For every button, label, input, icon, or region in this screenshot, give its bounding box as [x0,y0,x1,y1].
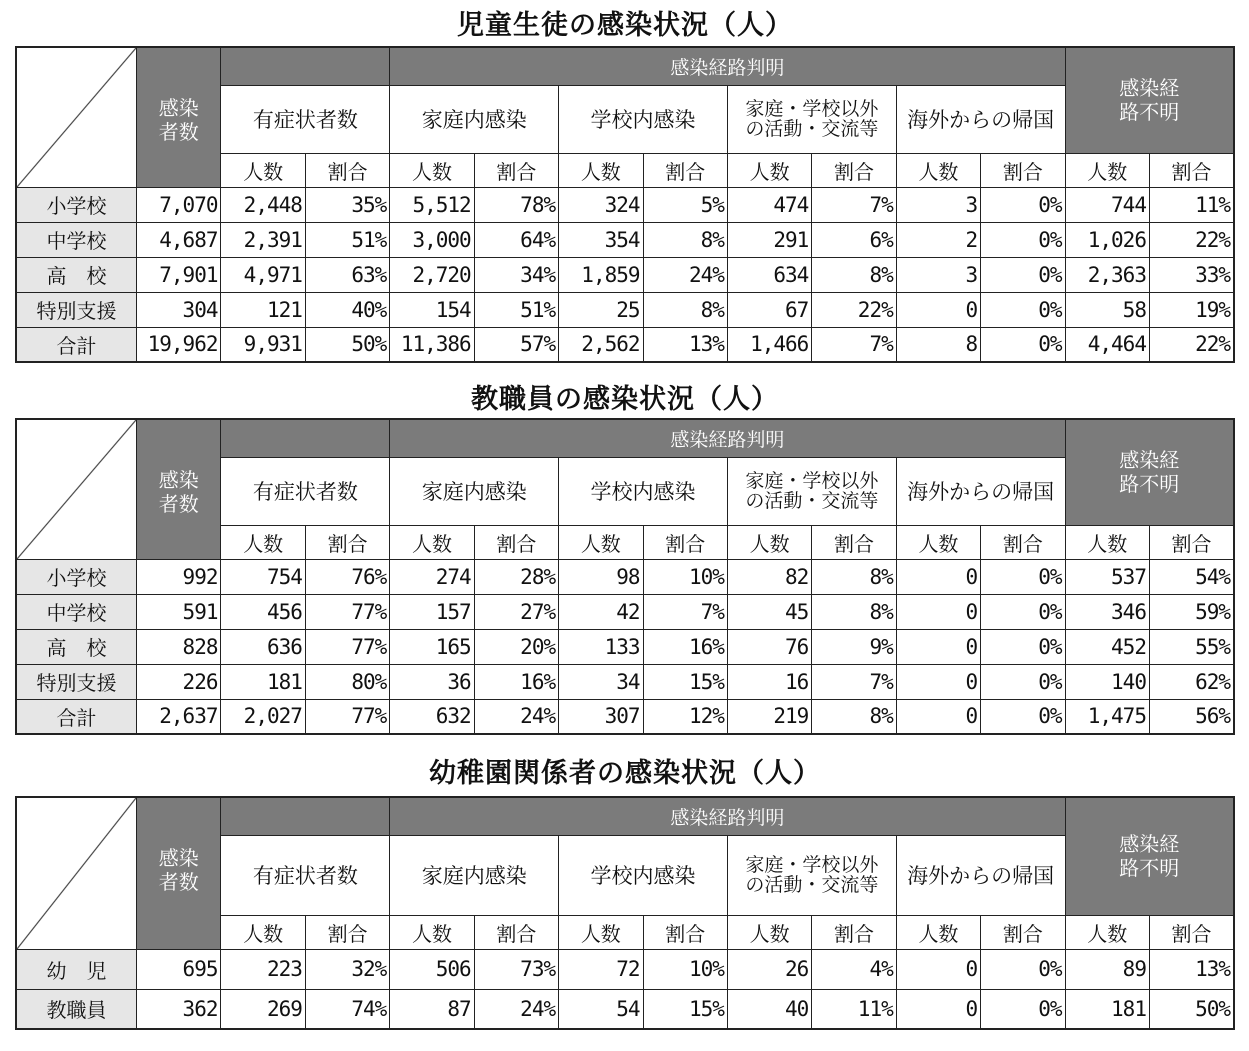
table-cell: 50% [1149,989,1234,1029]
route-unknown-header [1065,797,1234,915]
home-infection-header: 家庭内感染 [390,85,559,153]
sub-header-count: 人数 [559,525,643,559]
row-label: 高 校 [16,257,137,292]
corner-diagonal-cell [16,47,137,187]
table-row [16,949,1234,989]
table-cell: 0% [981,664,1065,699]
table-cell: 22% [812,292,896,327]
table-cell: 54 [559,989,643,1029]
row-label: 小学校 [16,187,137,222]
table-cell: 78% [474,187,558,222]
table-cell: 274 [390,559,474,594]
table-cell: 0% [981,594,1065,629]
activity-infection-label: 家庭・学校以外の活動・交流等 [745,98,879,140]
sub-header-count: 人数 [727,525,811,559]
table-cell: 77% [305,594,389,629]
corner-diagonal-cell [16,797,137,949]
table-cell: 45 [727,594,811,629]
table-cell: 2,391 [221,222,305,257]
table-cell: 0% [981,699,1065,734]
table-cell: 0 [896,292,980,327]
table-cell: 0 [896,989,980,1029]
table-cell: 87 [390,989,474,1029]
table-cell: 8% [812,257,896,292]
sub-header-ratio: 割合 [1149,915,1234,949]
sub-header-count: 人数 [1065,525,1149,559]
table-cell: 27% [474,594,558,629]
table-cell: 35% [305,187,389,222]
activity-infection-label: 家庭・学校以外の活動・交流等 [745,470,879,512]
sub-header-count: 人数 [896,525,980,559]
table-cell: 4,971 [221,257,305,292]
sub-header-count: 人数 [727,915,811,949]
table-cell: 3 [896,187,980,222]
table-cell: 121 [221,292,305,327]
sub-header-count: 人数 [390,525,474,559]
table-cell: 51% [305,222,389,257]
sub-header-ratio: 割合 [474,153,558,187]
kindergarten-table-body [16,797,1234,1029]
table-cell: 74% [305,989,389,1029]
table-cell: 19% [1149,292,1234,327]
table-cell: 1,026 [1065,222,1149,257]
table-cell: 34% [474,257,558,292]
table-cell: 362 [137,989,221,1029]
table-cell: 40% [305,292,389,327]
row-label: 高 校 [16,629,137,664]
table-cell: 12% [643,699,727,734]
table-cell: 304 [137,292,221,327]
table-cell: 634 [727,257,811,292]
table-cell: 4,464 [1065,327,1149,362]
table-cell: 98 [559,559,643,594]
table-cell: 4% [812,949,896,989]
infected-count-header [137,797,221,949]
overseas-return-header: 海外からの帰国 [896,457,1065,525]
route-unknown-label: 感染経路不明 [1119,448,1180,497]
table-cell: 72 [559,949,643,989]
table-cell: 77% [305,699,389,734]
symptomatic-header-top [221,797,390,835]
sub-header-ratio: 割合 [812,153,896,187]
kindergarten-section [15,750,1235,1030]
table-cell: 24% [474,989,558,1029]
table-cell: 67 [727,292,811,327]
kindergarten-infection-table [15,796,1235,1030]
table-cell: 452 [1065,629,1149,664]
sub-header-ratio: 割合 [643,915,727,949]
table-cell: 537 [1065,559,1149,594]
table-cell: 16% [643,629,727,664]
table-row [16,699,1234,734]
table-cell: 77% [305,629,389,664]
table-cell: 181 [221,664,305,699]
overseas-return-header: 海外からの帰国 [896,835,1065,915]
table-row [16,559,1234,594]
table-cell: 0% [981,559,1065,594]
table-row [16,989,1234,1029]
row-label: 中学校 [16,594,137,629]
students-table-body [16,47,1234,362]
sub-header-ratio: 割合 [643,525,727,559]
sub-header-ratio: 割合 [643,153,727,187]
school-infection-header: 学校内感染 [559,835,728,915]
table-cell: 8% [643,222,727,257]
table-cell: 34 [559,664,643,699]
infected-count-label: 感染者数 [158,96,199,144]
table-cell: 181 [1065,989,1149,1029]
route-known-header: 感染経路判明 [390,797,1065,835]
table-row [16,257,1234,292]
table-cell: 754 [221,559,305,594]
sub-header-count: 人数 [727,153,811,187]
table-cell: 36 [390,664,474,699]
table-cell: 7,070 [137,187,221,222]
table-cell: 28% [474,559,558,594]
table-cell: 1,475 [1065,699,1149,734]
sub-header-count: 人数 [221,915,305,949]
sub-header-count: 人数 [559,915,643,949]
row-label: 合計 [16,699,137,734]
table-cell: 4,687 [137,222,221,257]
table-cell: 19,962 [137,327,221,362]
table-cell: 8% [812,559,896,594]
table-cell: 26 [727,949,811,989]
students-infection-table [15,46,1235,363]
table-cell: 2,448 [221,187,305,222]
sub-header-ratio: 割合 [1149,525,1234,559]
table-cell: 2,720 [390,257,474,292]
table-cell: 2,562 [559,327,643,362]
table-cell: 0% [981,187,1065,222]
table-cell: 63% [305,257,389,292]
sub-header-count: 人数 [390,915,474,949]
table-row [16,292,1234,327]
table-cell: 354 [559,222,643,257]
table-cell: 15% [643,989,727,1029]
table-cell: 2,363 [1065,257,1149,292]
row-label: 特別支援 [16,664,137,699]
table-cell: 6% [812,222,896,257]
table-row [16,594,1234,629]
table-cell: 8% [812,699,896,734]
sub-header-ratio: 割合 [305,525,389,559]
table-cell: 22% [1149,327,1234,362]
table-cell: 64% [474,222,558,257]
table-cell: 40 [727,989,811,1029]
table-cell: 291 [727,222,811,257]
row-label: 教職員 [16,989,137,1029]
table-cell: 0% [981,949,1065,989]
table-row [16,629,1234,664]
route-unknown-label: 感染経路不明 [1119,832,1180,881]
row-label: 特別支援 [16,292,137,327]
table-cell: 33% [1149,257,1234,292]
table-cell: 11% [1149,187,1234,222]
table-cell: 226 [137,664,221,699]
sub-header-ratio: 割合 [812,525,896,559]
sub-header-count: 人数 [1065,915,1149,949]
table-cell: 2,027 [221,699,305,734]
symptomatic-header: 有症状者数 [221,457,390,525]
table-cell: 13% [643,327,727,362]
route-known-header: 感染経路判明 [390,419,1065,457]
sub-header-ratio: 割合 [474,915,558,949]
table-cell: 269 [221,989,305,1029]
table-cell: 24% [643,257,727,292]
symptomatic-header: 有症状者数 [221,835,390,915]
table-cell: 10% [643,559,727,594]
table-cell: 54% [1149,559,1234,594]
home-infection-header: 家庭内感染 [390,457,559,525]
table-cell: 10% [643,949,727,989]
table-cell: 62% [1149,664,1234,699]
table-cell: 506 [390,949,474,989]
table-cell: 7% [812,327,896,362]
table-cell: 9% [812,629,896,664]
table-cell: 55% [1149,629,1234,664]
table-row [16,222,1234,257]
table-cell: 456 [221,594,305,629]
table-cell: 0 [896,629,980,664]
table-cell: 8% [643,292,727,327]
table-cell: 133 [559,629,643,664]
table-cell: 1,859 [559,257,643,292]
table-row [16,664,1234,699]
table-cell: 32% [305,949,389,989]
table-cell: 16 [727,664,811,699]
table-cell: 154 [390,292,474,327]
staff-table-title: 教職員の感染状況（人） [471,384,779,415]
table-cell: 25 [559,292,643,327]
staff-table-body [16,419,1234,734]
table-cell: 15% [643,664,727,699]
table-cell: 346 [1065,594,1149,629]
table-cell: 13% [1149,949,1234,989]
infected-count-label: 感染者数 [158,468,199,516]
table-cell: 0% [981,327,1065,362]
table-cell: 307 [559,699,643,734]
school-infection-header: 学校内感染 [559,457,728,525]
infected-count-header [137,47,221,187]
table-cell: 0% [981,629,1065,664]
sub-header-count: 人数 [896,915,980,949]
sub-header-count: 人数 [221,153,305,187]
sub-header-ratio: 割合 [474,525,558,559]
table-cell: 324 [559,187,643,222]
table-cell: 5% [643,187,727,222]
table-cell: 56% [1149,699,1234,734]
sub-header-ratio: 割合 [981,525,1065,559]
table-row [16,187,1234,222]
row-label: 中学校 [16,222,137,257]
route-known-header: 感染経路判明 [390,47,1065,85]
row-label: 小学校 [16,559,137,594]
symptomatic-header: 有症状者数 [221,85,390,153]
sub-header-count: 人数 [390,153,474,187]
table-cell: 474 [727,187,811,222]
table-cell: 22% [1149,222,1234,257]
staff-section [15,378,1235,735]
sub-header-ratio: 割合 [812,915,896,949]
table-cell: 591 [137,594,221,629]
table-cell: 58 [1065,292,1149,327]
symptomatic-header-top [221,47,390,85]
table-cell: 0% [981,222,1065,257]
symptomatic-header-top [221,419,390,457]
table-cell: 7% [812,664,896,699]
table-cell: 11% [812,989,896,1029]
table-cell: 223 [221,949,305,989]
table-cell: 0% [981,292,1065,327]
table-cell: 5,512 [390,187,474,222]
table-cell: 82 [727,559,811,594]
activity-infection-header [727,85,896,153]
table-cell: 0 [896,594,980,629]
table-cell: 8 [896,327,980,362]
table-cell: 0 [896,559,980,594]
table-cell: 219 [727,699,811,734]
table-cell: 0 [896,949,980,989]
sub-header-count: 人数 [221,525,305,559]
table-cell: 73% [474,949,558,989]
table-cell: 8% [812,594,896,629]
table-row [16,327,1234,362]
table-cell: 57% [474,327,558,362]
kindergarten-table-title: 幼稚園関係者の感染状況（人） [429,758,821,789]
overseas-return-header: 海外からの帰国 [896,85,1065,153]
table-cell: 828 [137,629,221,664]
table-cell: 7% [812,187,896,222]
sub-header-ratio: 割合 [981,153,1065,187]
table-cell: 157 [390,594,474,629]
table-cell: 3,000 [390,222,474,257]
row-label: 幼 児 [16,949,137,989]
route-unknown-header [1065,419,1234,525]
table-cell: 992 [137,559,221,594]
table-cell: 695 [137,949,221,989]
students-table-title: 児童生徒の感染状況（人） [457,10,793,41]
sub-header-ratio: 割合 [981,915,1065,949]
table-cell: 7,901 [137,257,221,292]
table-cell: 11,386 [390,327,474,362]
table-cell: 9,931 [221,327,305,362]
activity-infection-header [727,457,896,525]
sub-header-count: 人数 [559,153,643,187]
home-infection-header: 家庭内感染 [390,835,559,915]
school-infection-header: 学校内感染 [559,85,728,153]
table-cell: 2,637 [137,699,221,734]
sub-header-ratio: 割合 [305,153,389,187]
table-cell: 16% [474,664,558,699]
table-cell: 20% [474,629,558,664]
table-cell: 744 [1065,187,1149,222]
route-unknown-label: 感染経路不明 [1119,76,1180,125]
table-cell: 1,466 [727,327,811,362]
table-cell: 7% [643,594,727,629]
corner-diagonal-cell [16,419,137,559]
table-cell: 636 [221,629,305,664]
table-cell: 59% [1149,594,1234,629]
table-cell: 51% [474,292,558,327]
sub-header-ratio: 割合 [1149,153,1234,187]
table-cell: 140 [1065,664,1149,699]
table-cell: 24% [474,699,558,734]
table-cell: 89 [1065,949,1149,989]
table-cell: 42 [559,594,643,629]
sub-header-ratio: 割合 [305,915,389,949]
row-label: 合計 [16,327,137,362]
table-cell: 632 [390,699,474,734]
route-unknown-header [1065,47,1234,153]
sub-header-count: 人数 [896,153,980,187]
table-cell: 50% [305,327,389,362]
table-cell: 76% [305,559,389,594]
infected-count-label: 感染者数 [158,846,199,894]
students-section [15,0,1235,363]
table-cell: 2 [896,222,980,257]
activity-infection-label: 家庭・学校以外の活動・交流等 [745,854,879,896]
table-cell: 0 [896,664,980,699]
activity-infection-header [727,835,896,915]
table-cell: 3 [896,257,980,292]
table-cell: 76 [727,629,811,664]
table-cell: 0% [981,989,1065,1029]
table-cell: 0 [896,699,980,734]
table-cell: 165 [390,629,474,664]
infected-count-header [137,419,221,559]
sub-header-count: 人数 [1065,153,1149,187]
staff-infection-table [15,418,1235,735]
table-cell: 80% [305,664,389,699]
table-cell: 0% [981,257,1065,292]
